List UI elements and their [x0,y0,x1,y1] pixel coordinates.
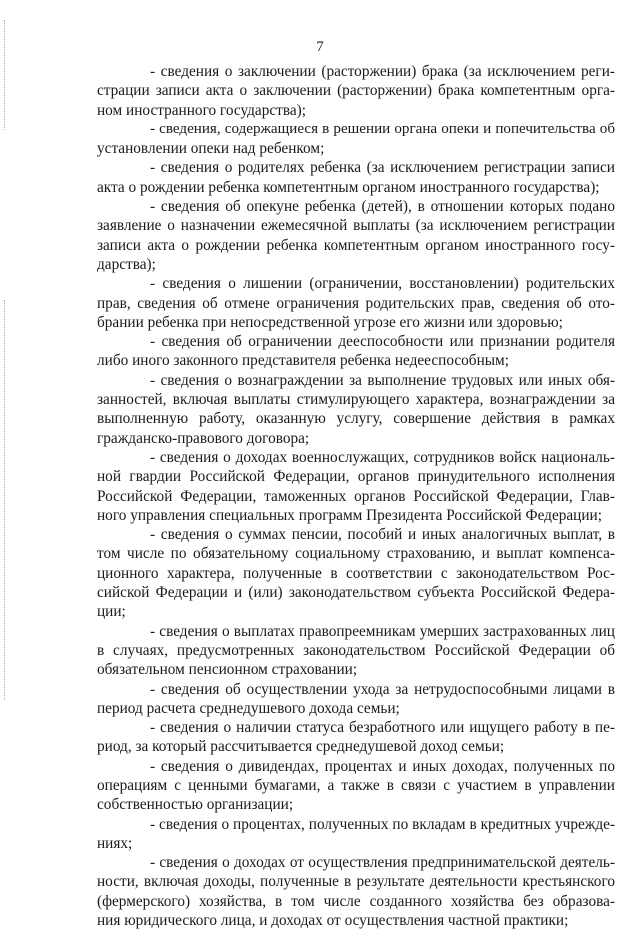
text-line: ности, включая доходы, полученные в результате деятельности крестьянского [97,873,615,891]
paragraph [97,815,615,854]
text-line: ной гвардии Российской Федерации, органов принудительного исполнения [97,468,615,486]
text-line: - сведения о вознаграждении за выполнение трудовых или иных обя- [150,371,615,389]
paragraph [97,371,615,448]
text-line: - сведения об ограничении дееспособности или признании родителя [150,333,615,351]
paragraph [97,525,615,621]
text-line: акта о рождении ребенка компетентным органом иностранного государства); [97,178,600,196]
text-line: ниях; [97,834,133,852]
text-line: риод, за который рассчитывается среднедушевой доход семьи; [97,738,505,756]
text-line: в случаях, предусмотренных законодательством Российской Федерации об [97,641,615,659]
text-line: либо иного законного представителя ребенка недееспособным; [97,352,509,370]
paragraph [97,274,615,332]
paragraph [97,622,615,680]
text-line: записи акта о рождении ребенка компетентным органом иностранного госу- [97,236,615,254]
text-line: собственностью организации; [97,796,294,814]
text-line: том числе по обязательному социальному страхованию, и выплат компенса- [97,545,615,563]
paragraph [97,853,615,930]
paragraph [97,158,615,197]
text-line: дарства); [97,255,156,273]
text-line: - сведения, содержащиеся в решении органа опеки и попечительства об [150,120,615,137]
text-line: (фермерского) хозяйства, в том числе созданного хозяйства без образова- [97,892,615,910]
scan-margin-artifact [4,20,7,130]
text-line: - сведения о процентах, полученных по вкладам в кредитных учрежде- [150,815,615,833]
page-number: 7 [316,39,324,55]
text-line: - сведения о дивидендах, процентах и иных доходах, полученных по [150,757,615,775]
document-body [97,62,615,930]
text-line: установлении опеки над ребенком; [97,140,325,158]
paragraph [97,680,615,719]
paragraph [97,120,615,159]
text-line: выполненную работу, оказанную услугу, совершение действия в рамках [97,410,615,428]
text-line: - сведения о доходах от осуществления предпринимательской деятель- [150,854,615,872]
text-line: занностей, включая выплаты стимулирующего характера, вознаграждении за [97,391,615,409]
text-line: - сведения о родителях ребенка (за исключением регистрации записи [150,159,615,177]
paragraph [97,757,615,815]
text-line: брании ребенка при непосредственной угрозе его жизни или здоровью; [97,313,563,331]
text-line: период расчета среднедушевого дохода семьи; [97,699,400,717]
text-line: обязательном пенсионном страховании; [97,661,358,679]
text-line: Российской Федерации, таможенных органов Российской Федерации, Глав- [97,487,615,505]
paragraph [97,197,615,274]
paragraph [97,62,615,120]
text-line: - сведения о наличии статуса безработного или ищущего работу в пе- [150,719,615,737]
text-line: сийской Федерации и (или) законодательством субъекта Российской Федера- [97,584,615,602]
text-line: ния юридического лица, и доходах от осуществления частной практики; [97,912,569,930]
text-line: гражданско-правового договора; [97,429,310,447]
text-line: - сведения о выплатах правопреемникам умерших застрахованных лиц [150,622,615,640]
text-line: - сведения об осуществлении ухода за нетрудоспособными лицами в [150,680,615,698]
text-line: ном иностранного государства); [97,101,306,119]
text-line: - сведения об опекуне ребенка (детей), в отношении которых подано [150,198,615,216]
text-line: ного управления специальных программ Президента Российской Федерации; [97,506,602,524]
text-line: ции; [97,603,126,621]
text-line: - сведения о заключении (расторжении) брака (за исключением реги- [150,63,615,80]
paragraph [97,718,615,757]
text-line: страции записи акта о заключении (расторжении) брака компетентным орга- [97,82,615,100]
text-line: - сведения о лишении (ограничении, восстановлении) родительских [150,275,615,293]
scan-margin-artifact [4,300,7,700]
text-line: - сведения о доходах военнослужащих, сотрудников войск националь- [150,448,615,466]
paragraph [97,448,615,525]
paragraph [97,332,615,371]
text-line: - сведения о суммах пенсии, пособий и иных аналогичных выплат, в [150,526,615,544]
text-line: заявление о назначении ежемесячной выплаты (за исключением регистрации [97,217,615,235]
text-line: операциям с ценными бумагами, а также в связи с участием в управлении [97,776,615,794]
text-line: прав, сведения об отмене ограничения родительских прав, сведения об ото- [97,294,615,312]
text-line: ционного характера, полученные в соответствии с законодательством Рос- [97,564,615,582]
